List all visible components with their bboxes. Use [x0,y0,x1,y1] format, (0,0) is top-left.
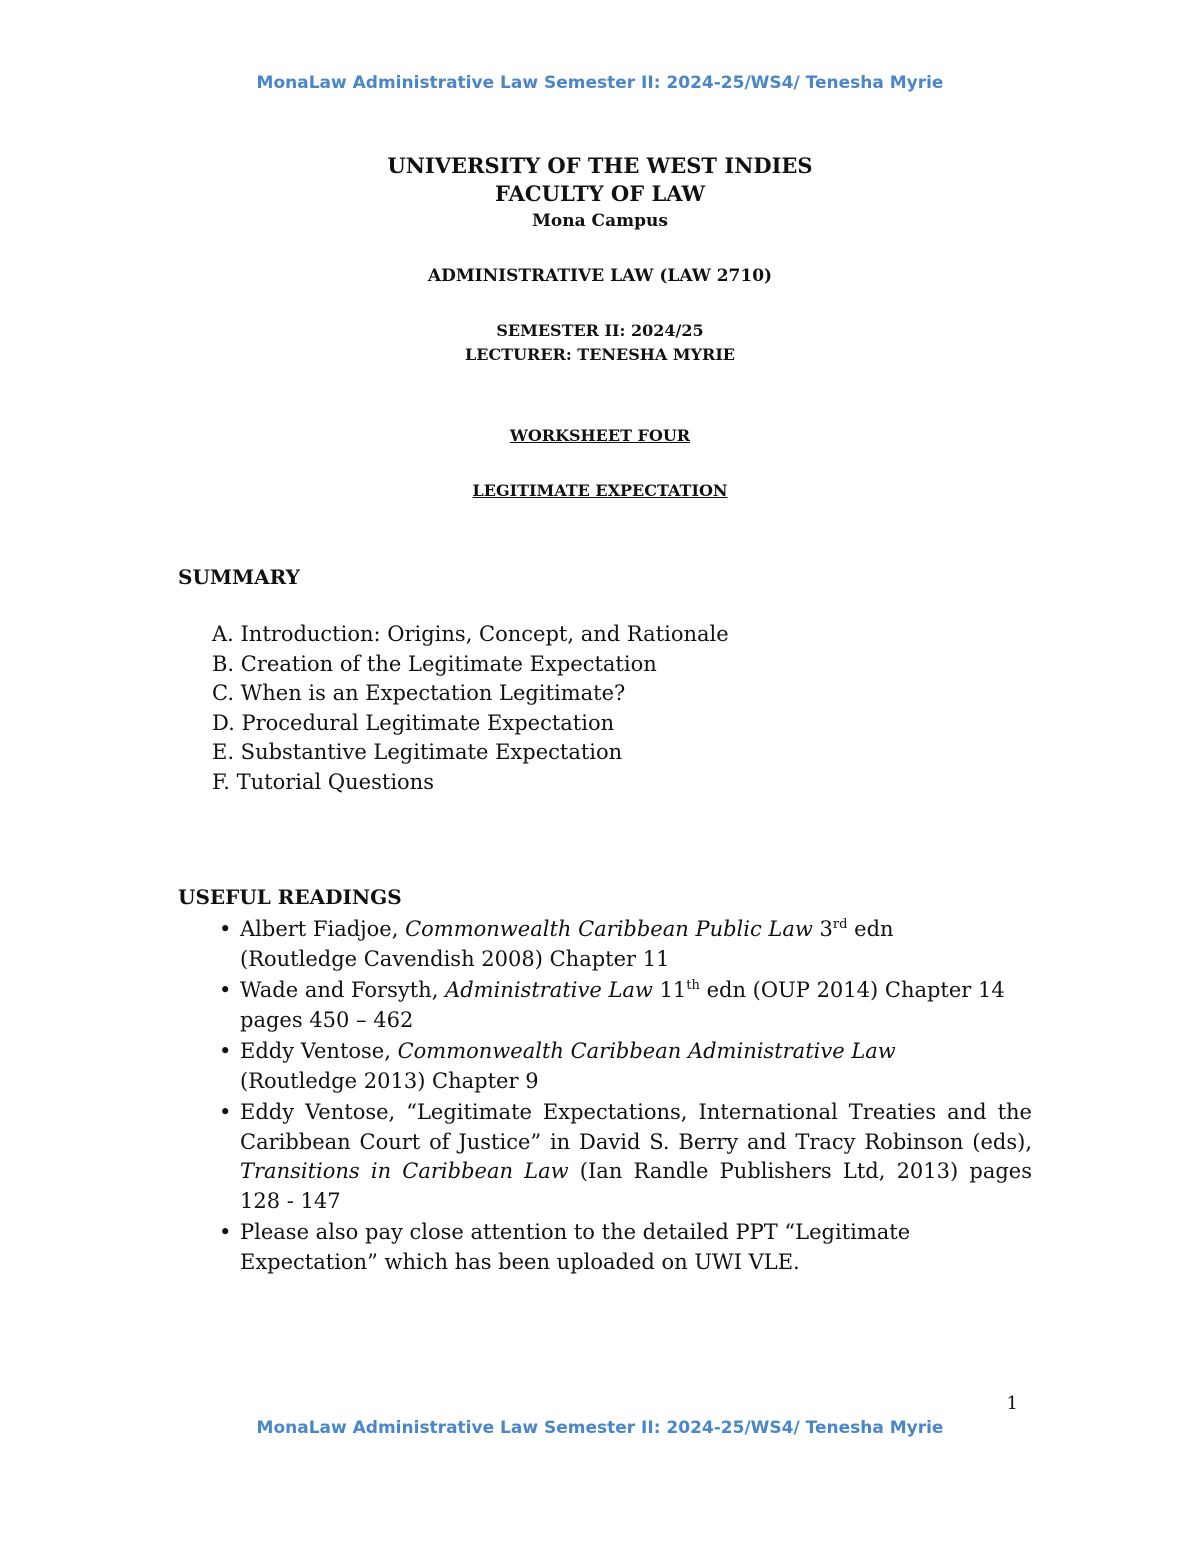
summary-item: B. Creation of the Legitimate Expectation [212,651,657,676]
summary-item: E. Substantive Legitimate Expectation [212,740,623,764]
bullet-icon: • [219,1039,232,1063]
lecturer-line: LECTURER: TENESHA MYRIE [465,345,735,364]
running-header: MonaLaw Administrative Law Semester II: 2024-25/WS4/ Tenesha Myrie [256,73,944,93]
summary-item: D. Procedural Legitimate Expectation [212,710,615,735]
worksheet-title: WORKSHEET FOUR [509,426,691,445]
bullet-icon: • [219,1100,232,1124]
bullet-icon: • [219,978,232,1002]
summary-item: A. Introduction: Origins, Concept, and Rationale [212,622,729,646]
summary-list [212,620,729,797]
reading-item: • Albert Fiadjoe, Commonwealth Caribbean Public Law 3rd edn (Routledge Cavendish 2008) Chapter 11 [219,917,894,971]
summary-item: F. Tutorial Questions [212,769,434,794]
reading-item: • Eddy Ventose, Commonwealth Caribbean Administrative Law (Routledge 2013) Chapter 9 [219,1039,896,1093]
bullet-icon: • [219,917,232,941]
course-title: ADMINISTRATIVE LAW (LAW 2710) [427,266,773,286]
summary-item: C. When is an Expectation Legitimate? [212,681,626,705]
readings-list [200,915,1032,1279]
bullet-icon: • [219,1220,232,1244]
campus-name: Mona Campus [532,211,668,231]
university-name: UNIVERSITY OF THE WEST INDIES [387,153,813,178]
running-footer: MonaLaw Administrative Law Semester II: 2024-25/WS4/ Tenesha Myrie [256,1418,944,1438]
reading-item: • Please also pay close attention to the detailed PPT “Legitimate Expectation” which has been uploaded on UWI VLE. [219,1220,911,1274]
summary-heading: SUMMARY [178,565,300,589]
readings-heading: USEFUL READINGS [178,885,402,909]
reading-item: • Wade and Forsyth, Administrative Law 11th edn (OUP 2014) Chapter 14 pages 450 – 462 [219,978,1005,1032]
faculty-name: FACULTY OF LAW [494,181,706,206]
reading-item: • Eddy Ventose, “Legitimate Expectations, International Treaties and the Caribbean Court of Justice” in David S. Berry and Tracy Robinson (eds), Transitions in Caribbean Law (Ian Randle Publishers Ltd, 2013) pages 128 - 147 [219,1100,1033,1213]
semester-line: SEMESTER II: 2024/25 [496,321,704,340]
topic-title: LEGITIMATE EXPECTATION [472,481,728,500]
page-number: 1 [1006,1393,1018,1414]
